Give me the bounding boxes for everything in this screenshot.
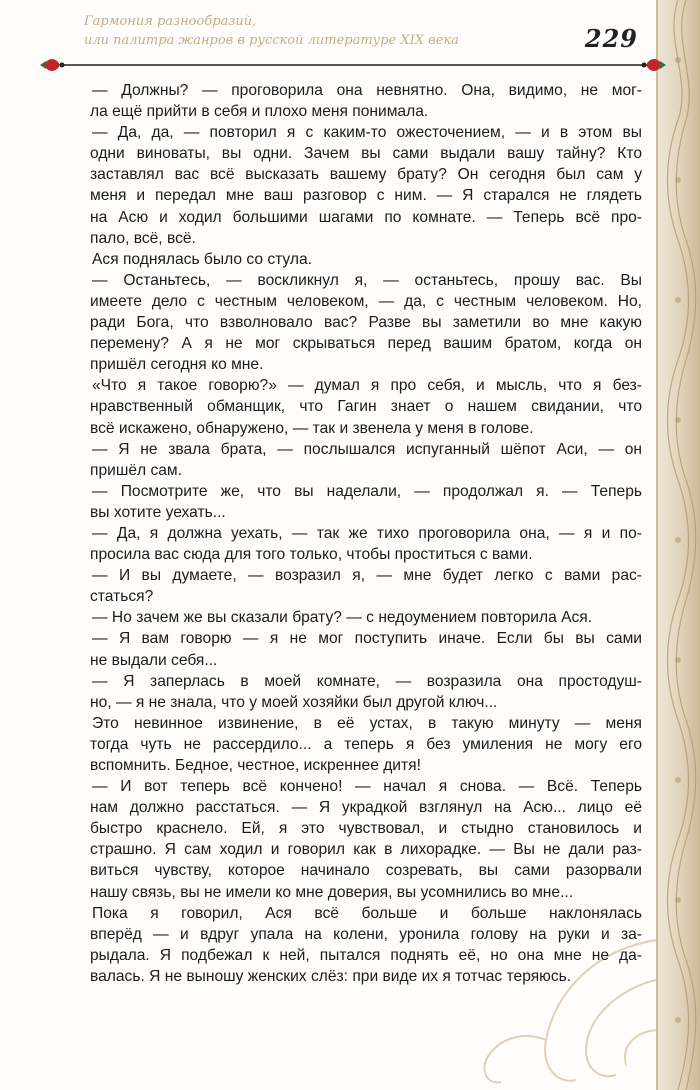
text-line: — Да, да, — повторил я с каким-то ожесточением, — и в этом вы <box>92 124 642 142</box>
header-title-line-1: Гармония разнообразий, <box>84 14 257 29</box>
text-line: — И вы думаете, — возразил я, — мне будет легко с вами рас- <box>92 567 642 585</box>
paragraph <box>90 439 642 481</box>
text-line: — Да, я должна уехать, — так же тихо проговорила она, — я и по- <box>92 524 642 542</box>
text-line: меня и передал мне ваш разговор с ним. — Я старался не глядеть <box>90 187 642 205</box>
text-line: — Останьтесь, — воскликнул я, — останьтесь, прошу вас. Вы <box>92 271 642 289</box>
text-line: ла ещё прийти в себя и плохо меня понимала. <box>90 103 429 121</box>
paragraph <box>90 481 642 523</box>
text-line: не выдали себя... <box>90 651 218 669</box>
text-line: одни виноваты, вы одни. Зачем вы сами выдали вашу тайну? Кто <box>90 145 642 163</box>
paragraph <box>90 80 642 122</box>
left-tulip-icon <box>40 59 65 71</box>
text-line: — Посмотрите же, что вы наделали, — продолжал я. — Теперь <box>92 482 642 500</box>
paragraph <box>90 776 642 903</box>
text-line: — И вот теперь всё кончено! — начал я снова. — Всё. Теперь <box>92 778 642 796</box>
text-line: «Что я такое говорю?» — думал я про себя, и мысль, что я без- <box>92 377 642 395</box>
text-line: пало, всё, всё. <box>90 229 196 247</box>
paragraph <box>90 523 642 565</box>
text-line: нравственный обманщик, что Гагин знает о нашем свидании, что <box>90 398 642 416</box>
text-line: тогда чуть не рассердило... а теперь я без умиления не могу его <box>90 735 642 753</box>
text-line: — Я заперлась в моей комнате, — возразила она простодуш- <box>92 672 642 690</box>
text-line: но, — я не знала, что у моей хозяйки был другой ключ... <box>90 693 498 711</box>
paragraph <box>90 903 642 987</box>
running-header <box>84 12 524 50</box>
text-line: — Я вам говорю — я не мог поступить иначе. Если бы вы сами <box>92 630 642 648</box>
text-line: вы хотите уехать... <box>90 503 226 521</box>
text-line: рыдала. Я подбежал к ней, пытался поднять её, но она мне не да- <box>90 946 642 964</box>
text-line: — Должны? — проговорила она невнятно. Она, видимо, не мог- <box>92 82 642 99</box>
text-line: пришёл сегодня ко мне. <box>90 356 264 374</box>
text-line: вспомнить. Бедное, честное, искреннее дитя! <box>90 757 421 774</box>
paragraph <box>90 607 642 628</box>
paragraph <box>90 270 642 375</box>
text-line: быстро краснело. Ей, я это чувствовал, и стыдно становилось и <box>90 820 642 838</box>
text-line: Это невинное извинение, в её устах, в такую минуту — меня <box>92 714 642 732</box>
text-line: Пока я говорил, Ася всё больше и больше наклонялась <box>92 904 642 922</box>
text-line: просила вас сюда для того только, чтобы проститься с вами. <box>90 546 533 564</box>
text-line: перемену? А я не мог скрываться перед вашим братом, когда он <box>90 335 642 353</box>
book-text-body <box>90 80 642 987</box>
decorative-side-border <box>656 0 700 1090</box>
paragraph <box>90 628 642 670</box>
page-number: 229 <box>584 24 638 53</box>
text-line: на Асю и ходил большими шагами по комнате. — Теперь всё про- <box>90 208 642 226</box>
text-line: виться чувству, которое начинало созревать, вы сами разорвали <box>90 862 642 880</box>
paragraph <box>90 249 642 270</box>
text-line: валась. Я не выношу женских слёз: при виде их я тотчас теряюсь. <box>90 967 572 985</box>
paragraph <box>90 375 642 438</box>
text-line: нашу связь, вы не имели ко мне доверия, вы усомнились во мне... <box>90 883 574 901</box>
header-title-line-2: или палитра жанров в русской литературе XIX века <box>84 33 459 48</box>
text-line: статься? <box>90 588 154 606</box>
text-line: страшно. Я сам ходил и говорил как в лихорадке. — Вы не дали раз- <box>90 841 642 859</box>
text-line: вперёд — и вдруг упала на колени, уронила голову на руки и за- <box>90 925 642 943</box>
text-line: пришёл сам. <box>90 461 182 479</box>
text-line: — Но зачем же вы сказали брату? — с недоумением повторила Ася. <box>92 609 593 627</box>
text-line: нам должно расстаться. — Я украдкой взглянул на Асю... лицо её <box>90 799 642 817</box>
text-line: Ася поднялась было со стула. <box>92 250 312 268</box>
paragraph <box>90 565 642 607</box>
paragraph <box>90 713 642 776</box>
header-ornament-rule <box>40 53 666 77</box>
text-line: имеете дело с честным человеком, — да, с честным человеком. Но, <box>90 292 642 310</box>
text-line: — Я не звала брата, — послышался испуганный шёпот Аси, — он <box>92 440 642 458</box>
text-line: заставлял вас всё высказать вашему брату? Он сегодня был сам у <box>90 166 642 184</box>
text-line: всё искажено, обнаружено, — так и звенела у меня в голове. <box>90 419 534 437</box>
text-line: ради Бога, что взволновало вас? Разве вы заметили во мне какую <box>90 314 642 332</box>
paragraph <box>90 122 642 249</box>
right-tulip-icon <box>642 59 667 71</box>
paragraph <box>90 671 642 713</box>
